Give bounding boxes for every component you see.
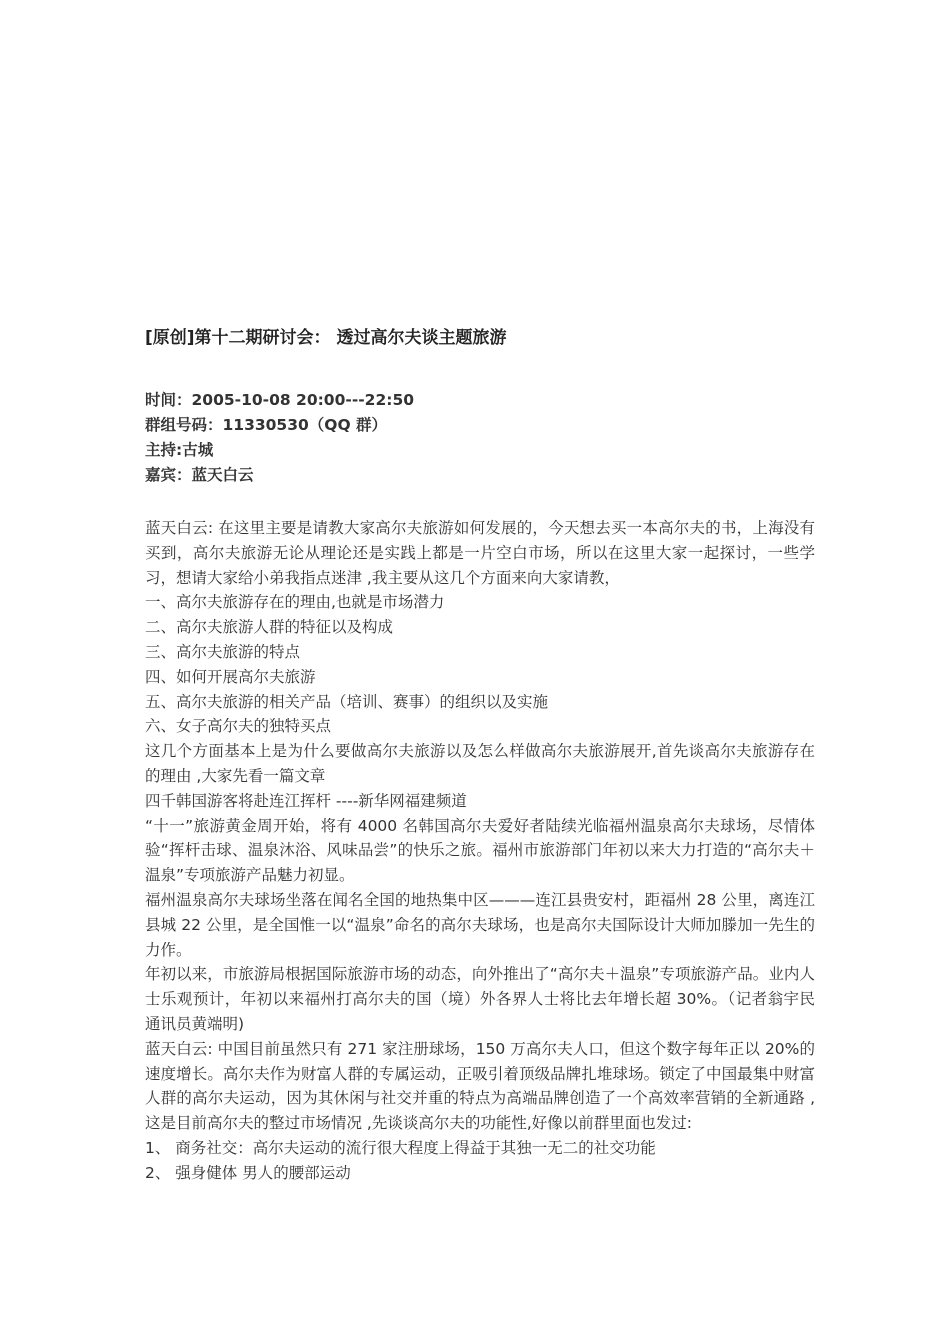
host: 主持:古城 [145,441,214,459]
paragraph: 年初以来，市旅游局根据国际旅游市场的动态，向外推出了“高尔夫＋温泉”专项旅游产品。业内人士乐观预计，年初以来福州打高尔夫的国（境）外各界人士将比去年增长超 30%。（记者翁宇民 通讯员黄端明) [145,965,831,1033]
paragraph: “十一”旅游黄金周开始，将有 4000 名韩国高尔夫爱好者陆续光临福州温泉高尔夫球场，尽情体验“挥杆击球、温泉沐浴、风味品尝”的快乐之旅。福州市旅游部门年初以来大力打造的“高尔夫＋温泉”专项旅游产品魅力初显。 [145,816,815,885]
document-title: [原创]第十二期研讨会： 透过高尔夫谈主题旅游 [145,328,507,348]
group-number: 群组号码：11330530（QQ 群） [145,416,388,434]
paragraph: 这几个方面基本上是为什么要做高尔夫旅游以及怎么样做高尔夫旅游展开,首先谈高尔夫旅游存在的理由 ,大家先看一篇文章 [145,742,815,785]
article-headline: 四千韩国游客将赴连江挥杆 ----新华网福建频道 [145,791,467,810]
document-page [145,326,831,1186]
list-item: 一、高尔夫旅游存在的理由,也就是市场潜力 [145,593,445,612]
list-item: 三、高尔夫旅游的特点 [145,642,301,661]
guest: 嘉宾：蓝天白云 [145,466,254,484]
list-item: 五、高尔夫旅游的相关产品（培训、赛事）的组织以及实施 [145,692,549,711]
document-body [145,516,831,1186]
list-item: 四、如何开展高尔夫旅游 [145,667,316,686]
list-item: 二、高尔夫旅游人群的特征以及构成 [145,618,394,637]
list-item: 1、 商务社交：高尔夫运动的流行很大程度上得益于其独一无二的社交功能 [145,1138,656,1157]
paragraph-intro: 蓝天白云: 在这里主要是请教大家高尔夫旅游如何发展的，今天想去买一本高尔夫的书，上海没有买到，高尔夫旅游无论从理论还是实践上都是一片空白市场，所以在这里大家一起探讨，一些学习，想请大家给小弟我指点迷津 ,我主要从这几个方面来向大家请教， [145,519,815,587]
meeting-info [145,388,815,488]
paragraph: 蓝天白云: 中国目前虽然只有 271 家注册球场，150 万高尔夫人口，但这个数字每年正以 20%的速度增长。高尔夫作为财富人群的专属运动，正吸引着顶级品牌扎堆球场。锁定了中国最集中财富人群的高尔夫运动，因为其休闲与社交并重的特点为高端品牌创造了一个高效率营销的全新通路 ,这是目前高尔夫的整过市场情况 ,先谈谈高尔夫的功能性,好像以前群里面也发过: [145,1039,815,1133]
list-item: 六、女子高尔夫的独特买点 [145,717,332,736]
meeting-time: 时间：2005-10-08 20:00---22:50 [145,391,415,409]
list-item: 2、 强身健体 男人的腰部运动 [145,1163,351,1182]
paragraph: 福州温泉高尔夫球场坐落在闻名全国的地热集中区———连江县贵安村，距福州 28 公里，离连江县城 22 公里，是全国惟一以“温泉”命名的高尔夫球场，也是高尔夫国际设计大师加滕加一先生的力作。 [145,890,815,959]
